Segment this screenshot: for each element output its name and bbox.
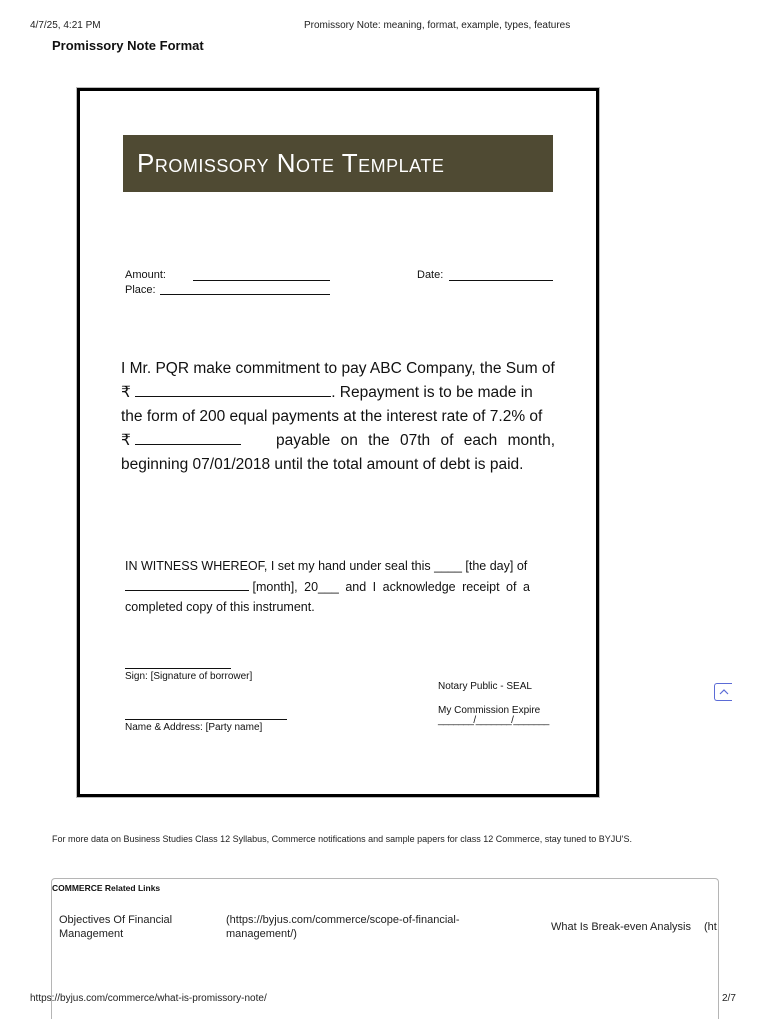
witness-paragraph [125, 556, 555, 618]
signature-label: Sign: [Signature of borrower] [125, 671, 253, 682]
commitment-line-5: beginning 07/01/2018 until the total amount of debt is paid. [121, 456, 524, 473]
commitment-line-2-text: . Repayment is to be made in [331, 384, 533, 401]
template-banner [123, 135, 553, 192]
link-objectives-financial-management[interactable]: Objectives Of Financial Management [59, 914, 173, 940]
place-label: Place: [125, 284, 156, 296]
section-title: Promissory Note Format [52, 38, 204, 53]
commitment-paragraph [121, 357, 555, 477]
print-page-number: 2/7 [722, 993, 736, 1004]
byjus-note: For more data on Business Studies Class 12 Syllabus, Commerce notifications and sample papers for class 12 Commerce, stay tuned to BYJU'S. [52, 834, 632, 844]
name-address-line [125, 719, 287, 720]
witness-blank [125, 580, 249, 591]
commitment-line-4 [121, 429, 555, 453]
scroll-to-top-button[interactable] [714, 683, 732, 701]
commission-label: My Commission Expire [438, 705, 541, 716]
sum-blank [135, 386, 331, 397]
chevron-up-icon [719, 688, 729, 696]
witness-line-2-text: [month], 20___ and I acknowledge receipt of a [252, 579, 530, 594]
witness-line-2 [125, 577, 555, 598]
date-label: Date: [417, 269, 444, 281]
commitment-line-4-text: payable on the 07th of each month, [275, 432, 555, 449]
commitment-line-1: I Mr. PQR make commitment to pay ABC Company, the Sum of [121, 360, 555, 377]
commission-blank: _______/_______/_______ [438, 715, 549, 726]
commitment-line-2 [121, 381, 555, 405]
link-break-even-analysis[interactable]: What Is Break-even Analysis [551, 921, 692, 933]
amount-label: Amount: [125, 269, 166, 281]
commitment-line-3: the form of 200 equal payments at the interest rate of 7.2% of [121, 408, 543, 425]
print-datetime: 4/7/25, 4:21 PM [30, 20, 101, 31]
signature-line [125, 668, 231, 669]
date-line [449, 280, 553, 281]
commitment-line-4-start [121, 429, 241, 453]
template-banner-title: Promissory Note Template [137, 148, 445, 178]
related-links-title: COMMERCE Related Links [52, 883, 161, 893]
place-line [160, 294, 330, 295]
link-objectives-url[interactable]: (https://byjus.com/commerce/scope-of-financial-management/) [226, 914, 460, 940]
promissory-note-template-image [77, 88, 599, 797]
print-page-title: Promissory Note: meaning, format, example, types, features [304, 20, 571, 31]
link-break-even-url[interactable]: (ht [704, 921, 717, 933]
notary-label: Notary Public - SEAL [438, 681, 532, 692]
print-footer-url: https://byjus.com/commerce/what-is-promissory-note/ [30, 993, 267, 1004]
witness-line-1: IN WITNESS WHEREOF, I set my hand under seal this ____ [the day] of [125, 559, 528, 573]
amount-line [193, 280, 330, 281]
rupee-symbol-2: ₹ [121, 432, 131, 449]
name-address-label: Name & Address: [Party name] [125, 722, 263, 733]
witness-line-3: completed copy of this instrument. [125, 600, 315, 614]
rupee-symbol: ₹ [121, 384, 131, 401]
installment-blank [135, 434, 241, 445]
